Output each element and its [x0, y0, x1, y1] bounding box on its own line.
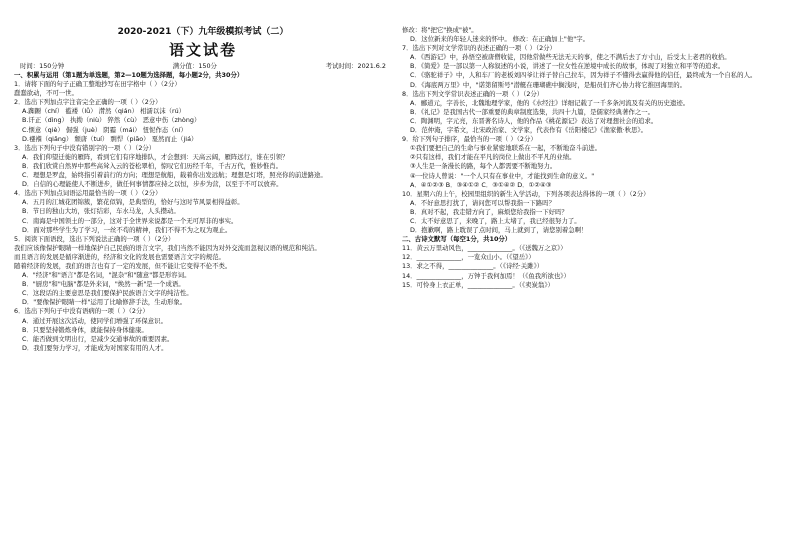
text-line: A．郦道元，字善长，北魏地理学家，他的《水经注》详细记载了一千多条河流及有关的历史遗迹。 [410, 98, 690, 107]
text-line: 1．请将下面的句子正确工整地抄写在田字格中（ ）（2分） [14, 80, 181, 89]
text-line: 13．求之不得，______________。（《诗经·关雎》） [402, 262, 544, 271]
text-line: 二、古诗文默写（每空1分，共10分） [402, 235, 512, 244]
text-line: 7．选出下列对文学常识的表述正确的一项（ ）（2分） [402, 44, 556, 53]
text-line: B.讦正（dìng） 执拗（niù） 猝然（cù） 恶意中伤（zhòng） [22, 116, 201, 125]
text-line: 9．给下列句子排序，最恰当的一项（ ）（2分） [402, 135, 537, 144]
text-line: C．陶渊明，字元亮，东晋著名诗人，他的作品《桃花源记》表达了对理想社会的追求。 [410, 116, 658, 125]
text-line: 我们应该像保护眼睛一样地保护自己民族的语言文字，我们当然不能因为对外交流而忽视汉语的规范和纯洁。 [14, 243, 321, 252]
text-line: B．只要坚持锻炼身体，就能保持身体健康。 [22, 325, 148, 334]
text-line: C．理想是罗盘，始终指引着前行的方向；理想是航船，载着你出发远航；理想是灯塔，照亮你的前进路途。 [22, 171, 327, 180]
text-line: D．我们要努力学习，才能成为对国家有用的人才。 [22, 343, 168, 352]
text-line: D．面对那些学生为了学习，一丝不苟的精神，我们不得不为之叹为观止。 [22, 225, 232, 234]
text-line: 3．选出下列句子中没有错别字的一项（ ）（2分） [14, 143, 156, 152]
text-line: D.襁褓（qiǎng） 颓唐（tuí） 剽悍（piāo） 戛然而止（jiá） [22, 134, 198, 143]
text-line: B．节日的独山大坊，张灯结彩，车水马龙，人头攒动。 [22, 207, 180, 216]
text-line: B．《礼记》是我国古代一部重要的典章制度选集，共四十九篇，是儒家经典著作之一。 [410, 107, 655, 116]
text-line: B．《简爱》是一部以第一人称叙述的小说，讲述了一位女性在逆境中成长的故事，体现了对独立和平等的追求。 [410, 62, 725, 71]
text-line: A．《西游记》中，孙悟空被唐僧收徒，因他常做些无法无天的事，使之不满后去了方寸山，后受太上老君的收拾。 [410, 53, 731, 62]
text-line: C．南海是中国领土的一部分，这对于全世界来说都是一个无可厚非的事实。 [22, 216, 238, 225]
text-line: A．"经济"和"语言"都是名词，"混杂"和"随意"都是形容词。 [22, 271, 191, 280]
text-line: 12．______________，一览众山小。（《望岳》） [402, 253, 535, 262]
text-line: B．"厨房"和"电脑"都是外来词，"焕然一新"是一个成语。 [22, 280, 185, 289]
text-line: A．④①②③ B．③④①② C．③①④② D．①②④③ [410, 180, 552, 189]
text-line: 随着经济的发展，我们的语言也有了一定的发展，但不能让它变得不伦不类。 [14, 261, 232, 270]
page-title: 语文试卷 [168, 41, 237, 59]
exam-date: 考试时间：2021.6.2 [325, 62, 386, 70]
text-line: A．通过开展这次活动，使同学们增强了环保意识。 [22, 316, 167, 325]
right-column [402, 26, 780, 560]
exam-line: 2020-2021（下）九年级模拟考试（二） [117, 27, 289, 37]
text-line: D．《海底两万里》中，"诺第留斯号"潜艇在珊瑚礁中搁浅时，是船员们齐心协力将它推回海里的。 [410, 80, 687, 89]
text-line: C．《骆驼祥子》中，人和车厂的老板刘四爷让祥子替自己拉车，因为祥子不懂得去赢得他的信任，最终成为一个自私的人。 [410, 71, 757, 80]
left-column [14, 26, 392, 560]
text-line: B．真对不起，我走错方向了，麻烦您给我指一下好吗？ [410, 207, 568, 216]
text-line: 8．选出下列文学常识表述正确的一项（ ）（2分） [402, 89, 544, 98]
text-line: D．这位新来的年轻人迷来的怀中。 修改：在正确加上"他"字。 [410, 35, 589, 44]
text-line: 11．黄云万里动风色，______________。（《送魏万之京》） [402, 244, 567, 253]
text-line: D．"要像保护眼睛一样"运用了比喻修辞手法，生动形象。 [22, 298, 187, 307]
exam-time: 时间：150分钟 [20, 62, 65, 70]
text-line: C．能否做到文明出行，是减少交通事故的重要因素。 [22, 334, 174, 343]
text-line: B．我们欣赏自然界中那些高耸入云的苍松翠柏，惊叹它们历经千年，千古万代，惟妙惟肖。 [22, 161, 283, 170]
text-line: 修改：将"把它"换成"被"。 [402, 26, 478, 34]
text-line: 4．选出下列加点词语运用最恰当的一项（ ）（2分） [14, 189, 162, 198]
text-line: 2．选出下列加点字注音完全正确的一项（ ）（2分） [14, 98, 162, 107]
text-line: ④一位诗人曾说："一个人只有在事业中，才能找到生命的意义。" [410, 171, 595, 180]
left-question-list [14, 71, 392, 353]
text-line: 10．星期六的上午，校园里组织的新生入学活动，下列各项表达得体的一项（ ）（2分） [402, 189, 650, 198]
text-line: 一、积累与运用（第1题为单选题，第2—10题为选择题，每小题2分，共30分） [14, 71, 244, 79]
text-line: 15．可怜身上衣正单，______________。（《卖炭翁》） [402, 280, 554, 289]
text-line: C.惬意（qiè） 倔强（juè） 阴霾（mái） 忸怩作态（ní） [22, 125, 187, 134]
right-question-list [402, 26, 780, 290]
text-line: 而且语言的发展是循序渐进的，经济和文化的发展也需要语言文字的规范。 [14, 252, 225, 261]
text-line: A.踟蹰（chí） 褴褛（lǚ） 潸然（qián） 相濡以沫（rú） [22, 107, 186, 116]
exam-score: 满分值：150分 [172, 62, 217, 70]
text-line: 5．阅读下面语段，选出下列说法正确的一项（ ）（2分） [14, 234, 175, 243]
text-line: 14．______________，万钟于我何加焉！（《鱼我所欲也》） [402, 271, 570, 280]
text-line: D．抱歉啊，路上耽误了点时间，马上就到了，请您别着急啊！ [410, 226, 588, 235]
text-line: ②只有这样，我们才能在平凡的岗位上做出不平凡的业绩。 [410, 153, 576, 162]
text-line: D．自信的心理能使人不断进步，做任何事情都应持之以恒，步步为营，以至于不可以放弃。 [22, 180, 283, 189]
text-line: 蠢蠢欲动，不可一世。 [14, 89, 78, 98]
text-line: D．范仲淹，字希文，北宋政治家、文学家，代表作有《岳阳楼记》《渔家傲·秋思》。 [410, 126, 648, 135]
text-line: A．五月的江城花团锦簇，繁花似锦，是典型的，恰好与这时节风景相得益彰。 [22, 198, 244, 207]
text-line: 6．选出下列句子中没有语病的一项（ ）（2分） [14, 307, 149, 316]
text-line: C．这段话的主要意思是我们要保护民族语言文字的纯洁性。 [22, 289, 193, 298]
text-line: ①我们要把自己的生命与事业紧密地联系在一起，不断地奋斗前进。 [410, 144, 602, 153]
text-line: ③人生是一条漫长的路，每个人都需要不断地努力。 [410, 162, 557, 171]
exam-meta [14, 62, 392, 71]
text-line: C．太不好意思了，来晚了，路上太堵了，我已经很努力了。 [410, 216, 581, 225]
text-line: A．不好意思打扰了，请问您可以帮我指一下路吗？ [410, 198, 555, 207]
text-line: A．我们仰望迁徙的雁阵，看到它们有序地排队，才会想到：天高云阔，雁阵远行，谁在引领？ [22, 152, 289, 161]
